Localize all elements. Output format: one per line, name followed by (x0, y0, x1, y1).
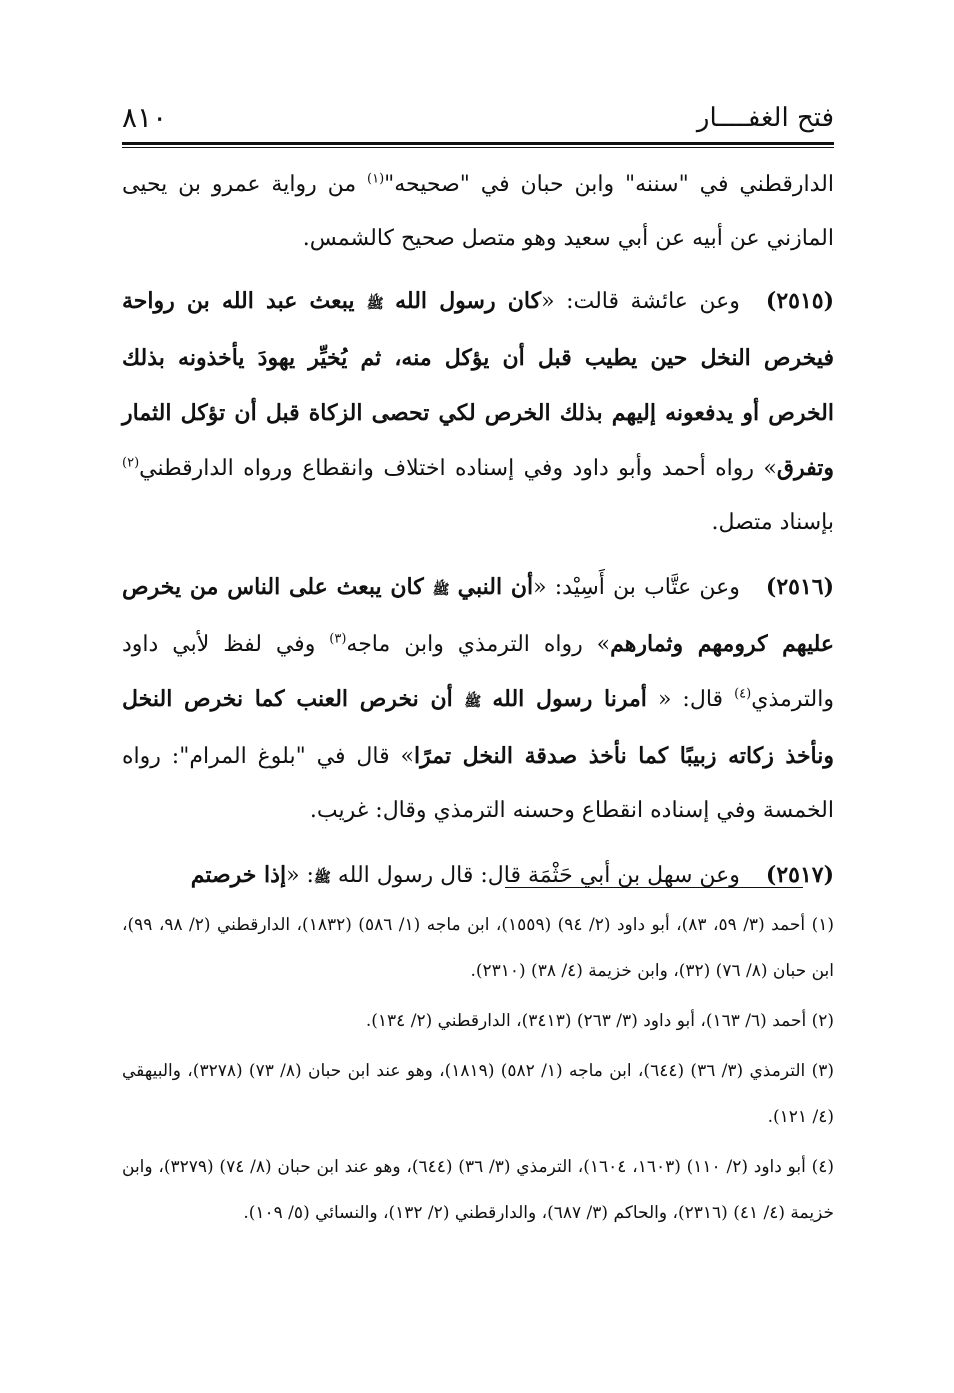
footnotes (122, 902, 834, 1240)
footnote-ref: (١) (367, 171, 385, 187)
hadith-2516: (٢٥١٦)وعن عتَّاب بن أَسِيْد: «أن النبي ﷺ كان يبعث على الناس من يخرص عليهم كرومهم وثمارهم» رواه الترمذي وابن ماجه$^{(٣)}$ وفي لفظ لأبي داود والترمذي$^{(٤)}$ قال: « أمرنا رسول الله ﷺ أن نخرص العنب كما نخرص النخل ونأخذ زكاته زبيبًا كما نأخذ صدقة النخل تمرًا» قال في "بلوغ المرام": رواه الخمسة وفي إسناده انقطاع وحسنه الترمذي وقال: غريب. (122, 560, 834, 838)
hadith-2517: (٢٥١٧)وعن سهل بن أبي حَثْمَة قال: قال رسول الله ﷺ: «إذا خرصتم (122, 848, 834, 905)
header-rule (122, 142, 834, 148)
page-number: ٨١٠ (122, 101, 168, 134)
footnote-3: (٣) الترمذي (٣/ ٣٦) (٦٤٤)، ابن ماجه (١/ ٥٨٢) (١٨١٩)، وهو عند ابن حبان (٨/ ٧٣) (٣٢٧٨)، والبيهقي (٤/ ١٢١). (122, 1061, 834, 1127)
salawat-glyph: ﷺ (464, 694, 482, 710)
hadith-number: (٢٥١٦) (765, 574, 835, 600)
footnote-1: (١) أحمد (٣/ ٥٩، ٨٣)، أبو داود (٢/ ٩٤) (١٥٥٩)، ابن ماجه (١/ ٥٨٦) (١٨٣٢)، الدارقطني (٢/ ٩٨، ٩٩)، ابن حبان (٨/ ٧٦) (٣٢)، وابن خزيمة (٤/ ٣٨) (٢٣١٠). (122, 915, 834, 981)
main-text (122, 158, 834, 915)
salawat-glyph: ﷺ (432, 582, 450, 598)
continuation-paragraph: الدارقطني في "سننه" وابن حبان في "صحيحه"$^{(١)}$ من رواية عمرو بن يحيى المازني عن أبيه عن أبي سعيد وهو متصل صحيح كالشمس. (122, 171, 834, 251)
footnote-4: (٤) أبو داود (٢/ ١١٠) (١٦٠٣، ١٦٠٤)، الترمذي (٣/ ٣٦) (٦٤٤)، وهو عند ابن حبان (٨/ ٧٤) (٣٢٧٩)، وابن خزيمة (٤/ ٤١) (٢٣١٦)، والحاكم (٣/ ٦٨٧)، والدارقطني (٢/ ١٣٢)، والنسائي (٥/ ١٠٩). (122, 1157, 835, 1223)
hadith-2515: (٢٥١٥)وعن عائشة قالت: «كان رسول الله ﷺ يبعث عبد الله بن رواحة فيخرص النخل حين يطيب قبل أن يؤكل منه، ثم يُخيِّر يهودَ يأخذونه بذلك الخرص أو يدفعونه إليهم بذلك الخرص لكي تحصى الزكاة قبل أن تؤكل الثمار وتفرق» رواه أحمد وأبو داود وفي إسناده اختلاف وانقطاع ورواه الدارقطني$^{(٢)}$ بإسناد متصل. (122, 274, 834, 550)
footnote-ref: (٤) (734, 686, 752, 702)
running-title: فتح الغفــــار (696, 103, 834, 133)
footnote-ref: (٢) (122, 455, 140, 471)
footnote-separator (505, 887, 803, 888)
salawat-glyph: ﷺ (366, 296, 384, 312)
footnote-ref: (٣) (329, 631, 347, 647)
salawat-glyph: ﷺ (313, 870, 331, 886)
hadith-number: (٢٥١٥) (765, 288, 835, 314)
page-header (122, 100, 834, 144)
hadith-number: (٢٥١٧) (765, 862, 834, 888)
footnote-2: (٢) أحمد (٦/ ١٦٣)، أبو داود (٣/ ٢٦٣) (٣٤١٣)، الدارقطني (٢/ ١٣٤). (365, 1011, 834, 1031)
